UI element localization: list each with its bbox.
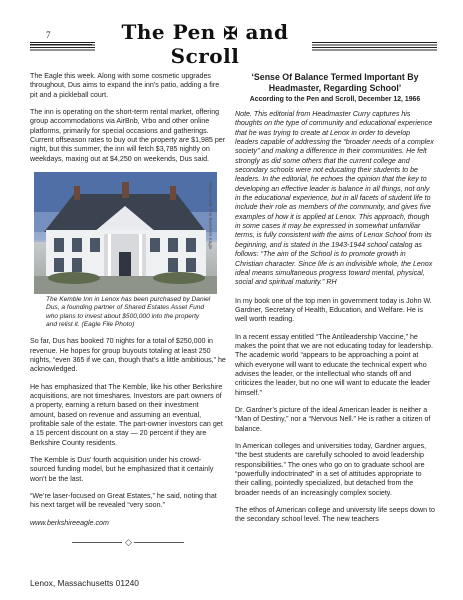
source-website: www.berkshireeagle.com xyxy=(30,518,109,527)
article-paragraph: The Eagle this week. Along with some cosmetic upgrades throughout, Dus aims to expand the inn’s patio, adding a fire pit and a pickleball court. xyxy=(30,72,220,99)
editors-note: Note. This editorial from Headmaster Curry captures his thoughts on the type of community and educational experience that he was trying to create at Lenox in order to develop leaders capable of addressing the “broader needs of a complex society” and making a difference in their communities. He felt strongly as did some others that the current college and secondary schools were not educating their students to be leaders. In the editorial, he echoes the opinion that the key to developing an effective leader is balance in all things, not only in the educational experience, but in all facets of student life to include their role as members of the community, and gives five examples of how it is applied at Lenox. This approach, though in some cases it may be expressed in somewhat unfamiliar terms, is fully consistent with the aims of Lenox School from its beginning, and is stated in the 1943-1944 school catalog as follows: “The aim of the School is to promote growth in Christian character. Since life is an indivisible whole, the Lenox ideal means simultaneous progress toward mental, physical, social and spiritual maturity.” RH xyxy=(235,110,434,287)
building-illustration xyxy=(34,172,217,294)
right-column xyxy=(235,72,435,533)
page-number: 7 xyxy=(46,30,51,40)
article-paragraph: The inn is operating on the short-term rental market, offering group accommodations via AirBnb, Vrbo and other online platforms, primarily for special occasions and gatherings. Current offseason rates to buy out the property are $1,985 per night, but this summer, the inn will fetch $3,785 nightly on weekdays, maxing out at $4,250 on weekends, Dus said. xyxy=(30,108,226,163)
editorial-subhead: According to the Pen and Scroll, December 12, 1966 xyxy=(249,96,421,103)
masthead xyxy=(0,0,463,68)
masthead-rules-left xyxy=(30,42,95,51)
title-part2: and Scroll xyxy=(170,20,289,68)
editorial-paragraph: In my book one of the top men in government today is John W. Gardner, Secretary of Health, Education, and Welfare. He is well worth reading. xyxy=(235,296,432,324)
title-part1: The Pen xyxy=(121,20,216,44)
kemble-inn-photo xyxy=(34,172,217,294)
masthead-rules-right xyxy=(312,42,437,51)
editorial-paragraph: The ethos of American college and university life seeps down to the secondary school level. The new teachers xyxy=(235,506,435,524)
article-paragraph: So far, Dus has booked 70 nights for a total of $250,000 in revenue. He hopes for group buyouts totaling at least 250 nights, “even 365 if we can, though that’s a little ambitious,” he acknowledged. xyxy=(30,337,226,374)
photo-credit: Photo credit: The Berkshire Eagle xyxy=(208,182,213,250)
article-paragraph: The Kemble is Dus’ fourth acquisition under his crowd-sourced funding model, but he emphasized that it certainly won’t be the last. xyxy=(30,456,214,483)
cross-icon: ✠ xyxy=(223,24,239,44)
editorial-headline: ‘Sense Of Balance Termed Important By Headmaster, Regarding School’ xyxy=(251,72,419,93)
photo-caption: The Kemble Inn in Lenox has been purchased by Daniel Dus, a founding partner of Shared Estates Asset Fund who plans to invest about $500,000 into the property and relist it. (Eagle File Photo) xyxy=(46,296,211,328)
editorial-paragraph: Dr. Gardner’s picture of the ideal American leader is neither a “Man of Destiny,” nor a “Nervous Nell.” He is rather a citizen of balance. xyxy=(235,405,431,433)
editorial-paragraph: In a recent essay entitled “The Antileadership Vaccine,” he makes the point that we are not educating today for leadership. The academic world “appears to be approaching a point at which everyone will want to educate the technical expert who advises the leader, or the intellectual who stands off and criticizes the leader, but no one will want to educate the leader himself.” xyxy=(235,332,433,397)
newspaper-title xyxy=(96,20,314,68)
section-divider-ornament: ◇ xyxy=(30,538,226,547)
article-paragraph: He has emphasized that The Kemble, like his other Berkshire acquisitions, are not timeshares. Investors are part owners of a property, earning a return based on their investment amount, based on revenue and assuming an eventual, profitable sale of the estate. The part-owner investors can get a 15 percent discount on a stay — 20 percent if they are Berkshire County residents. xyxy=(30,382,223,447)
left-column xyxy=(30,72,226,547)
article-paragraph: “We’re laser-focused on Great Estates,” he said, noting that his next target will be revealed “very soon.” xyxy=(30,492,217,510)
footer-location: Lenox, Massachusetts 01240 xyxy=(30,578,139,588)
editorial-paragraph: In American colleges and universities today, Gardner argues, “the best students are carefully schooled to avoid leadership responsibilities.” The ones who go on to graduate school are “powerfully indoctrinated” in a set of attitudes appropriate to their calling, pointedly specialized, but detached from the broader needs of an increasingly complex society. xyxy=(235,442,427,497)
